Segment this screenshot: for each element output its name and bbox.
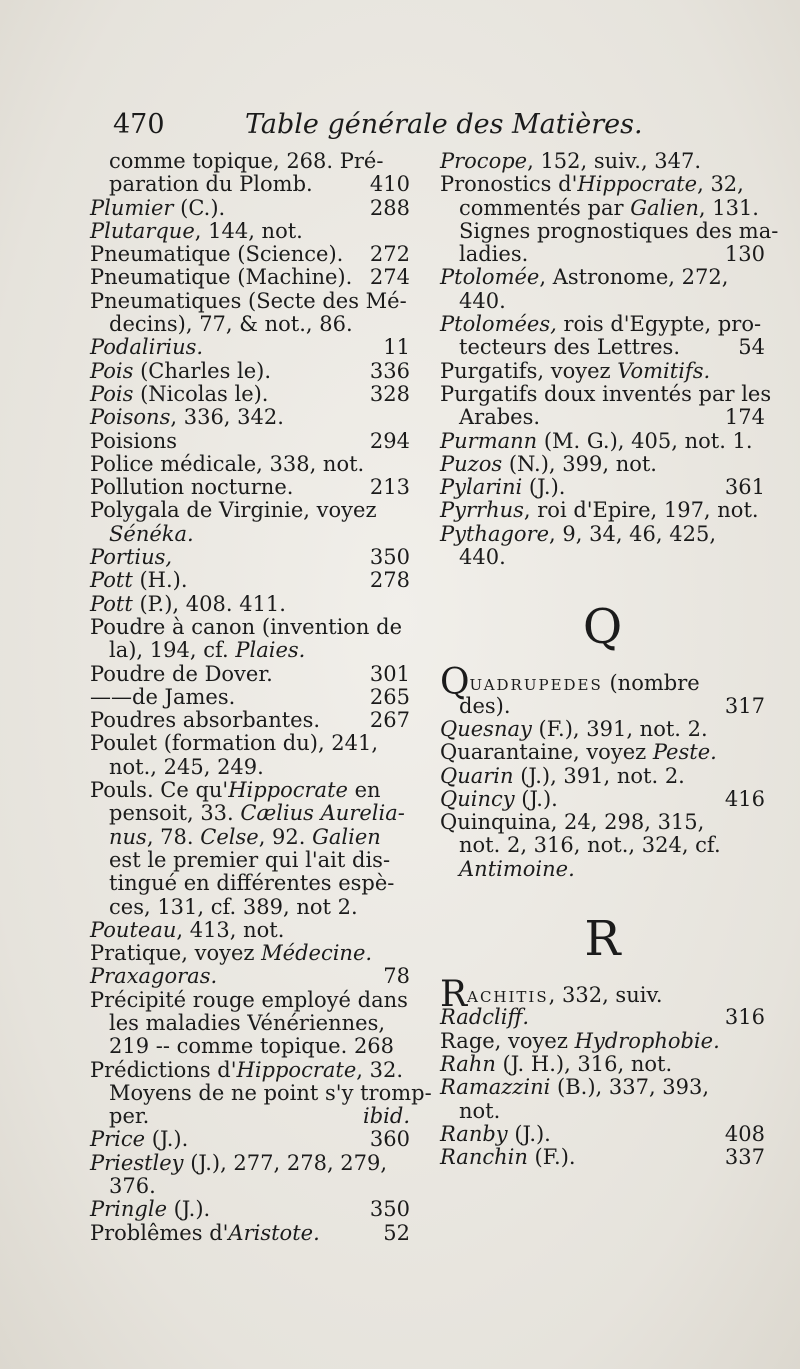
index-entry [90, 826, 410, 849]
entry-text: Arabes. [459, 405, 541, 430]
index-entry [440, 430, 765, 453]
index-entry [90, 872, 410, 895]
entry-text: nus, 78. Celse, 92. Galien [109, 824, 381, 849]
entry-text: des). [459, 693, 511, 718]
entry-text: 376. [109, 1174, 156, 1199]
index-entry [440, 1076, 765, 1099]
entry-text: Purgatifs, voyez Vomitifs. [440, 358, 711, 383]
index-entry [90, 639, 410, 662]
entry-page-number: 361 [724, 475, 765, 500]
entry-text: Problêmes d'Aristote. [90, 1220, 320, 1245]
entry-text: ——de James. [90, 684, 236, 709]
entry-page-number: 54 [738, 335, 765, 360]
entry-page-number: 416 [724, 786, 765, 811]
entry-page-number: 213 [369, 475, 410, 500]
entry-text: Priestley (J.), 277, 278, 279, [90, 1150, 388, 1175]
entry-text: comme topique, 268. Pré- [109, 149, 384, 173]
index-entry [440, 1030, 765, 1053]
index-entry [90, 476, 410, 499]
entry-page-number: 337 [724, 1145, 765, 1170]
entry-text: Poisions [90, 428, 178, 453]
index-entry [440, 1100, 765, 1123]
entry-text: Pneumatique (Science). [90, 242, 344, 267]
entry-text: pensoit, 33. Cælius Aurelia- [109, 801, 405, 826]
section-letter-r: R [584, 911, 621, 968]
entry-text: decins), 77, & not., 86. [109, 312, 353, 337]
index-entry [90, 150, 410, 173]
index-entry [90, 802, 410, 825]
entry-text: Pott (P.), 408. 411. [90, 591, 286, 616]
index-entry [90, 243, 410, 266]
entry-text: Pratique, voyez Médecine. [90, 941, 373, 966]
index-entry [90, 360, 410, 383]
index-entry [440, 499, 765, 522]
index-entry [440, 718, 765, 741]
index-entry [90, 1198, 410, 1221]
index-entry [90, 1012, 410, 1035]
page-header [113, 103, 753, 147]
entry-page-number: 350 [369, 545, 410, 570]
index-entry [440, 662, 765, 704]
entry-text: Précipité rouge employé dans [90, 987, 408, 1012]
entry-page-number: 316 [724, 1005, 765, 1030]
entry-page-number: 78 [383, 964, 410, 989]
index-entry [440, 765, 765, 788]
index-entry [440, 695, 765, 718]
entry-text: Rahn (J. H.), 316, not. [440, 1051, 673, 1076]
index-entry [90, 709, 410, 732]
entry-text: Pott (H.). [90, 568, 188, 593]
entry-text: Pneumatiques (Secte des Mé- [90, 288, 407, 313]
index-entry [90, 290, 410, 313]
index-entry [440, 173, 765, 196]
entry-text: Signes prognostiques des ma- [459, 218, 779, 243]
entry-text: Ranchin (F.). [440, 1145, 576, 1170]
index-entry [90, 896, 410, 919]
index-entry [440, 741, 765, 764]
entry-text: Ptolomées, rois d'Egypte, pro- [440, 312, 762, 337]
entry-page-number: 408 [724, 1121, 765, 1146]
entry-text: tingué en différentes espè- [109, 871, 395, 896]
index-entry [440, 290, 765, 313]
index-entry [440, 1053, 765, 1076]
entry-text: Poudre à canon (invention de [90, 614, 402, 639]
index-entry [440, 1123, 765, 1146]
index-entry [440, 788, 765, 811]
entry-text: Poudre de Dover. [90, 661, 273, 686]
index-entry [90, 1222, 410, 1245]
index-entry [440, 453, 765, 476]
entry-text: not. 2, 316, not., 324, cf. [459, 833, 721, 858]
entry-text: est le premier qui l'ait dis- [109, 847, 391, 872]
index-entry [90, 965, 410, 988]
entry-page-number: 278 [369, 568, 410, 593]
entry-text: Pythagore, 9, 34, 46, 425, [440, 521, 716, 546]
index-entry [440, 1146, 765, 1169]
index-entry [90, 523, 410, 546]
entry-text: Ptolomée, Astronome, 272, [440, 265, 729, 290]
entry-text: Poulet (formation du), 241, [90, 731, 379, 756]
entry-text: Pylarini (J.). [440, 475, 566, 500]
entry-page-number: 294 [369, 428, 410, 453]
index-entry [90, 732, 410, 755]
entry-text: Pois (Nicolas le). [90, 381, 269, 406]
index-entry [90, 383, 410, 406]
entry-text: Plumier (C.). [90, 195, 226, 220]
entry-text: ladies. [459, 242, 529, 267]
entry-text: Pouls. Ce qu'Hippocrate en [90, 778, 381, 803]
index-entry [90, 406, 410, 429]
index-entry [440, 476, 765, 499]
entry-text: RACHITIS, 332, suiv. [440, 974, 663, 1016]
page-title: Table générale des Matières. [245, 109, 643, 140]
index-entry [440, 811, 765, 834]
index-entry [90, 1059, 410, 1082]
entry-text: paration du Plomb. [109, 172, 313, 197]
entry-page-number: 265 [369, 684, 410, 709]
entry-page-number: 328 [369, 381, 410, 406]
entry-page-number: 174 [724, 405, 765, 430]
index-entry [90, 453, 410, 476]
index-entry [90, 1175, 410, 1198]
section-letter-q: Q [582, 599, 623, 656]
entry-page-number: 410 [369, 172, 410, 197]
entry-text: ces, 131, cf. 389, not 2. [109, 894, 358, 919]
entry-page-number: 336 [369, 358, 410, 383]
index-entry [90, 1080, 432, 1105]
entry-text: not. [459, 1098, 501, 1123]
entry-page-number: 267 [369, 708, 410, 733]
entry-text: Sénéka. [109, 521, 194, 546]
entry-text: Poisons, 336, 342. [90, 405, 284, 430]
entry-page-number: 11 [383, 335, 410, 360]
index-entry [440, 834, 765, 857]
entry-text: Quarantaine, voyez Peste. [440, 740, 717, 765]
index-entry [90, 173, 410, 196]
entry-page-number: 130 [724, 242, 765, 267]
index-entry [90, 942, 410, 965]
entry-text: Portius, [90, 545, 173, 570]
entry-text: Poudres absorbantes. [90, 708, 321, 733]
entry-text: Pronostics d'Hippocrate, 32, [440, 172, 744, 197]
index-entry [440, 1006, 765, 1029]
entry-text: Pneumatique (Machine). [90, 265, 353, 290]
index-entry [440, 218, 779, 243]
entry-page-number: 350 [369, 1197, 410, 1222]
entry-text: Rage, voyez Hydrophobie. [440, 1028, 720, 1053]
entry-text: Purmann (M. G.), 405, not. 1. [440, 428, 753, 453]
index-section-q [440, 662, 765, 881]
index-entry [90, 779, 410, 802]
entry-text: Price (J.). [90, 1127, 189, 1152]
index-entry [440, 243, 765, 266]
entry-text: la), 194, cf. Plaies. [109, 638, 306, 663]
entry-page-number: ibid. [363, 1104, 410, 1129]
entry-text: not., 245, 249. [109, 754, 264, 779]
entry-text: Pyrrhus, roi d'Epire, 197, not. [440, 498, 759, 523]
index-section-p [440, 149, 779, 570]
entry-text: Podalirius. [90, 335, 204, 360]
index-entry [90, 919, 410, 942]
index-entry [90, 197, 410, 220]
index-entry [90, 499, 410, 522]
index-entry [440, 197, 765, 220]
entry-text: per. [109, 1104, 150, 1129]
index-entry [90, 569, 410, 592]
index-column-right [440, 149, 779, 1170]
index-entry [440, 974, 765, 1016]
entry-text: Radcliff. [440, 1005, 530, 1030]
entry-text: Quarin (J.), 391, not. 2. [440, 763, 685, 788]
entry-text: les maladies Vénériennes, [109, 1010, 386, 1035]
entry-text: Quesnay (F.), 391, not. 2. [440, 716, 708, 741]
index-entry [440, 266, 765, 289]
entry-text: 440. [459, 545, 506, 570]
entry-text: Ranby (J.). [440, 1121, 551, 1146]
index-entry [90, 1128, 410, 1151]
entry-text: Pouteau, 413, not. [90, 917, 285, 942]
index-entry [90, 220, 410, 243]
entry-page-number: 301 [369, 661, 410, 686]
entry-text: Quincy (J.). [440, 786, 558, 811]
index-entry [90, 616, 410, 639]
index-entry [90, 593, 410, 616]
entry-text: 440. [459, 288, 506, 313]
index-entry [440, 360, 765, 383]
index-entry [90, 989, 410, 1012]
entry-text: Antimoine. [459, 856, 575, 881]
index-entry [90, 686, 410, 709]
index-entry [440, 381, 772, 406]
entry-text: 219 -- comme topique. 268 [109, 1034, 395, 1059]
index-entry [90, 266, 410, 289]
index-entry [90, 1105, 410, 1128]
entry-text: Moyens de ne point s'y tromp- [109, 1080, 432, 1105]
entry-text: QUADRUPEDES (nombre [440, 662, 700, 704]
index-entry [440, 336, 765, 359]
entry-text: tecteurs des Lettres. [459, 335, 681, 360]
index-entry [90, 1035, 410, 1058]
entry-text: Procope, 152, suiv., 347. [440, 149, 702, 173]
index-section-r [440, 974, 765, 1170]
entry-text: commentés par Galien, 131. [459, 195, 759, 220]
index-entry [90, 313, 410, 336]
index-entry [90, 1152, 410, 1175]
entry-text: Police médicale, 338, not. [90, 451, 365, 476]
index-entry [440, 523, 765, 546]
entry-text: Prédictions d'Hippocrate, 32. [90, 1057, 404, 1082]
entry-text: Praxagoras. [90, 964, 218, 989]
index-entry [90, 663, 410, 686]
index-entry [440, 150, 765, 173]
entry-text: Pollution nocturne. [90, 475, 294, 500]
entry-text: Ramazzini (B.), 337, 393, [440, 1075, 710, 1100]
entry-text: Puzos (N.), 399, not. [440, 451, 657, 476]
entry-page-number: 360 [369, 1127, 410, 1152]
index-entry [90, 430, 410, 453]
entry-page-number: 52 [383, 1220, 410, 1245]
entry-page-number: 288 [369, 195, 410, 220]
index-entry [90, 849, 410, 872]
entry-page-number: 272 [369, 242, 410, 267]
index-entry [440, 858, 765, 881]
index-entry [90, 546, 410, 569]
entry-text: Pois (Charles le). [90, 358, 272, 383]
index-entry [440, 546, 765, 569]
entry-page-number: 317 [724, 693, 765, 718]
index-entry [440, 313, 765, 336]
entry-text: Quinquina, 24, 298, 315, [440, 810, 705, 835]
entry-text: Pringle (J.). [90, 1197, 211, 1222]
entry-text: Plutarque, 144, not. [90, 218, 303, 243]
index-entry [440, 406, 765, 429]
index-entry [90, 756, 410, 779]
entry-text: Polygala de Virginie, voyez [90, 498, 377, 523]
index-column-left [90, 149, 432, 1245]
page-number: 470 [113, 109, 165, 140]
index-entry [90, 336, 410, 359]
entry-text: Purgatifs doux inventés par les [440, 381, 772, 406]
entry-page-number: 274 [369, 265, 410, 290]
